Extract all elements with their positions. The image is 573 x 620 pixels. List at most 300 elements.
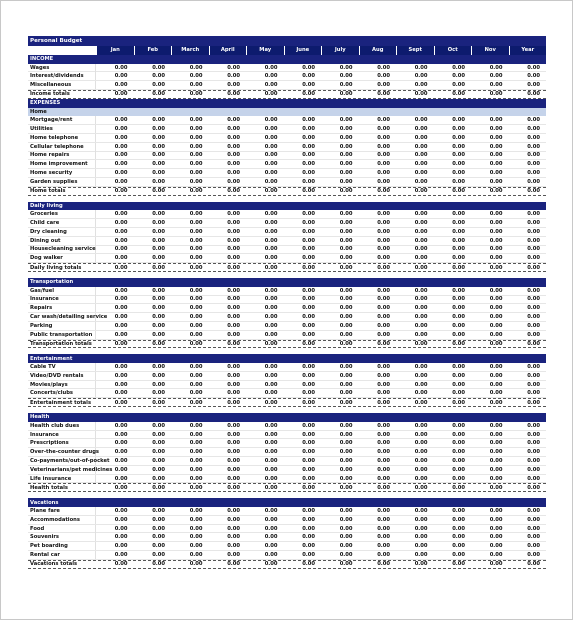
- cell-sept[interactable]: 0.00: [414, 82, 428, 89]
- cell-oct[interactable]: 0.00: [452, 152, 465, 159]
- cell-june[interactable]: 0.00: [302, 188, 315, 195]
- cell-june[interactable]: 0.00: [302, 152, 315, 159]
- cell-nov[interactable]: 0.00: [489, 73, 503, 80]
- cell-april[interactable]: 0.00: [227, 372, 240, 379]
- cell-june[interactable]: 0.00: [302, 440, 315, 447]
- cell-april[interactable]: 0.00: [227, 305, 240, 312]
- cell-nov[interactable]: 0.00: [489, 525, 503, 532]
- cell-year[interactable]: 0.00: [527, 399, 540, 406]
- cell-year[interactable]: 0.00: [527, 126, 540, 133]
- cell-year[interactable]: 0.00: [527, 170, 540, 177]
- cell-feb[interactable]: 0.00: [152, 475, 165, 482]
- cell-oct[interactable]: 0.00: [452, 178, 465, 185]
- cell-nov[interactable]: 0.00: [489, 314, 503, 321]
- cell-april[interactable]: 0.00: [227, 296, 240, 303]
- cell-nov[interactable]: 0.00: [489, 296, 503, 303]
- cell-june[interactable]: 0.00: [302, 457, 315, 464]
- row-home-telephone-label[interactable]: Home telephone: [28, 134, 96, 142]
- cell-aug[interactable]: 0.00: [377, 372, 390, 379]
- cell-oct[interactable]: 0.00: [452, 399, 465, 406]
- cell-april[interactable]: 0.00: [227, 161, 240, 168]
- cell-july[interactable]: 0.00: [339, 305, 353, 312]
- cell-june[interactable]: 0.00: [302, 91, 315, 98]
- cell-july[interactable]: 0.00: [339, 399, 353, 406]
- cell-nov[interactable]: 0.00: [489, 431, 503, 438]
- cell-april[interactable]: 0.00: [227, 431, 240, 438]
- cell-sept[interactable]: 0.00: [414, 364, 428, 370]
- cell-sept[interactable]: 0.00: [414, 399, 428, 406]
- cell-feb[interactable]: 0.00: [152, 161, 165, 168]
- cell-april[interactable]: 0.00: [227, 228, 240, 235]
- cell-jan[interactable]: 0.00: [114, 64, 128, 71]
- cell-march[interactable]: 0.00: [189, 399, 203, 406]
- cell-april[interactable]: 0.00: [227, 126, 240, 133]
- cell-april[interactable]: 0.00: [227, 399, 240, 406]
- cell-july[interactable]: 0.00: [339, 457, 353, 464]
- cell-aug[interactable]: 0.00: [377, 507, 390, 514]
- cell-aug[interactable]: 0.00: [377, 331, 390, 338]
- cell-feb[interactable]: 0.00: [152, 484, 165, 491]
- cell-nov[interactable]: 0.00: [489, 264, 503, 271]
- cell-feb[interactable]: 0.00: [152, 188, 165, 195]
- cell-april[interactable]: 0.00: [227, 507, 240, 514]
- cell-oct[interactable]: 0.00: [452, 82, 465, 89]
- cell-may[interactable]: 0.00: [264, 134, 278, 141]
- cell-aug[interactable]: 0.00: [377, 188, 390, 195]
- cell-may[interactable]: 0.00: [264, 170, 278, 177]
- cell-march[interactable]: 0.00: [189, 296, 203, 303]
- cell-sept[interactable]: 0.00: [414, 134, 428, 141]
- cell-aug[interactable]: 0.00: [377, 211, 390, 218]
- row-housecleaning-service-label[interactable]: Housecleaning service: [30, 246, 96, 253]
- cell-may[interactable]: 0.00: [264, 91, 278, 98]
- cell-feb[interactable]: 0.00: [152, 228, 165, 235]
- cell-jan[interactable]: 0.00: [114, 188, 128, 195]
- cell-oct[interactable]: 0.00: [452, 381, 465, 388]
- cell-feb[interactable]: 0.00: [152, 561, 165, 568]
- cell-nov[interactable]: 0.00: [489, 220, 503, 227]
- cell-jan[interactable]: 0.00: [114, 516, 128, 523]
- cell-july[interactable]: 0.00: [339, 440, 353, 447]
- cell-feb[interactable]: 0.00: [152, 287, 165, 294]
- cell-aug[interactable]: 0.00: [377, 220, 390, 227]
- cell-aug[interactable]: 0.00: [377, 381, 390, 388]
- cell-oct[interactable]: 0.00: [452, 170, 465, 177]
- cell-sept[interactable]: 0.00: [414, 264, 428, 271]
- cell-oct[interactable]: 0.00: [452, 534, 465, 541]
- cell-march[interactable]: 0.00: [189, 143, 203, 150]
- cell-april[interactable]: 0.00: [227, 143, 240, 150]
- cell-feb[interactable]: 0.00: [152, 264, 165, 271]
- cell-july[interactable]: 0.00: [339, 161, 353, 168]
- cell-july[interactable]: 0.00: [339, 331, 353, 338]
- cell-may[interactable]: 0.00: [264, 390, 278, 397]
- cell-aug[interactable]: 0.00: [377, 73, 390, 80]
- cell-oct[interactable]: 0.00: [452, 287, 465, 294]
- cell-year[interactable]: 0.00: [527, 91, 540, 98]
- cell-aug[interactable]: 0.00: [377, 134, 390, 141]
- cell-april[interactable]: 0.00: [227, 364, 240, 370]
- cell-jan[interactable]: 0.00: [114, 381, 128, 388]
- cell-oct[interactable]: 0.00: [452, 449, 465, 456]
- cell-oct[interactable]: 0.00: [452, 126, 465, 133]
- cell-nov[interactable]: 0.00: [489, 475, 503, 482]
- cell-april[interactable]: 0.00: [227, 255, 240, 262]
- cell-june[interactable]: 0.00: [302, 228, 315, 235]
- cell-oct[interactable]: 0.00: [452, 314, 465, 321]
- cell-may[interactable]: 0.00: [264, 82, 278, 89]
- cell-jan[interactable]: 0.00: [114, 91, 128, 98]
- cell-july[interactable]: 0.00: [339, 237, 353, 244]
- cell-aug[interactable]: 0.00: [377, 516, 390, 523]
- cell-june[interactable]: 0.00: [302, 331, 315, 338]
- cell-march[interactable]: 0.00: [189, 390, 203, 397]
- cell-march[interactable]: 0.00: [189, 561, 203, 568]
- cell-june[interactable]: 0.00: [302, 381, 315, 388]
- cell-year[interactable]: 0.00: [527, 287, 540, 294]
- cell-nov[interactable]: 0.00: [489, 466, 503, 473]
- cell-may[interactable]: 0.00: [264, 422, 278, 429]
- cell-july[interactable]: 0.00: [339, 255, 353, 262]
- row-rental-car-label[interactable]: Rental car: [28, 551, 96, 559]
- row-accommodations-label[interactable]: Accommodations: [28, 516, 96, 524]
- cell-sept[interactable]: 0.00: [414, 561, 428, 568]
- cell-nov[interactable]: 0.00: [489, 211, 503, 218]
- cell-sept[interactable]: 0.00: [414, 525, 428, 532]
- cell-sept[interactable]: 0.00: [414, 381, 428, 388]
- cell-jan[interactable]: 0.00: [114, 399, 128, 406]
- cell-july[interactable]: 0.00: [339, 322, 353, 329]
- cell-june[interactable]: 0.00: [302, 264, 315, 271]
- cell-nov[interactable]: 0.00: [489, 178, 503, 185]
- cell-april[interactable]: 0.00: [227, 117, 240, 124]
- row-prescriptions-label[interactable]: Prescriptions: [28, 439, 96, 447]
- cell-april[interactable]: 0.00: [227, 543, 240, 550]
- cell-july[interactable]: 0.00: [339, 287, 353, 294]
- row-dry-cleaning-label[interactable]: Dry cleaning: [28, 228, 96, 236]
- cell-july[interactable]: 0.00: [339, 507, 353, 514]
- cell-oct[interactable]: 0.00: [452, 91, 465, 98]
- cell-oct[interactable]: 0.00: [452, 372, 465, 379]
- cell-year[interactable]: 0.00: [527, 228, 540, 235]
- cell-nov[interactable]: 0.00: [489, 440, 503, 447]
- cell-july[interactable]: 0.00: [339, 390, 353, 397]
- cell-jan[interactable]: 0.00: [114, 246, 128, 253]
- row-cable-tv-label[interactable]: Cable TV: [28, 363, 96, 371]
- cell-march[interactable]: 0.00: [189, 466, 203, 473]
- cell-nov[interactable]: 0.00: [489, 364, 503, 370]
- cell-feb[interactable]: 0.00: [152, 220, 165, 227]
- cell-sept[interactable]: 0.00: [414, 188, 428, 195]
- cell-march[interactable]: 0.00: [189, 314, 203, 321]
- cell-sept[interactable]: 0.00: [414, 178, 428, 185]
- cell-july[interactable]: 0.00: [339, 134, 353, 141]
- cell-march[interactable]: 0.00: [189, 331, 203, 338]
- cell-nov[interactable]: 0.00: [489, 399, 503, 406]
- cell-april[interactable]: 0.00: [227, 475, 240, 482]
- cell-aug[interactable]: 0.00: [377, 543, 390, 550]
- cell-may[interactable]: 0.00: [264, 525, 278, 532]
- cell-feb[interactable]: 0.00: [152, 516, 165, 523]
- cell-year[interactable]: 0.00: [527, 381, 540, 388]
- row-interest-dividends-label[interactable]: Interest/dividends: [28, 72, 96, 80]
- cell-march[interactable]: 0.00: [189, 170, 203, 177]
- cell-oct[interactable]: 0.00: [452, 457, 465, 464]
- row-dog-walker-label[interactable]: Dog walker: [28, 254, 96, 262]
- cell-july[interactable]: 0.00: [339, 73, 353, 80]
- cell-jan[interactable]: 0.00: [114, 449, 128, 456]
- cell-july[interactable]: 0.00: [339, 475, 353, 482]
- cell-march[interactable]: 0.00: [189, 340, 203, 347]
- cell-jan[interactable]: 0.00: [114, 178, 128, 185]
- cell-nov[interactable]: 0.00: [489, 507, 503, 514]
- cell-feb[interactable]: 0.00: [152, 340, 165, 347]
- cell-march[interactable]: 0.00: [189, 126, 203, 133]
- cell-june[interactable]: 0.00: [302, 543, 315, 550]
- cell-jan[interactable]: 0.00: [114, 431, 128, 438]
- cell-may[interactable]: 0.00: [264, 296, 278, 303]
- cell-may[interactable]: 0.00: [264, 440, 278, 447]
- cell-july[interactable]: 0.00: [339, 91, 353, 98]
- cell-may[interactable]: 0.00: [264, 64, 278, 71]
- cell-may[interactable]: 0.00: [264, 188, 278, 195]
- cell-year[interactable]: 0.00: [527, 152, 540, 159]
- cell-june[interactable]: 0.00: [302, 296, 315, 303]
- cell-nov[interactable]: 0.00: [489, 422, 503, 429]
- cell-may[interactable]: 0.00: [264, 178, 278, 185]
- cell-jan[interactable]: 0.00: [114, 507, 128, 514]
- cell-oct[interactable]: 0.00: [452, 296, 465, 303]
- row-gas-fuel-label[interactable]: Gas/fuel: [28, 287, 96, 295]
- cell-may[interactable]: 0.00: [264, 516, 278, 523]
- cell-march[interactable]: 0.00: [189, 381, 203, 388]
- cell-aug[interactable]: 0.00: [377, 246, 390, 253]
- cell-june[interactable]: 0.00: [302, 246, 315, 253]
- cell-march[interactable]: 0.00: [189, 440, 203, 447]
- cell-nov[interactable]: 0.00: [489, 143, 503, 150]
- cell-feb[interactable]: 0.00: [152, 390, 165, 397]
- cell-may[interactable]: 0.00: [264, 331, 278, 338]
- cell-oct[interactable]: 0.00: [452, 422, 465, 429]
- cell-jan[interactable]: 0.00: [114, 551, 128, 558]
- cell-sept[interactable]: 0.00: [414, 534, 428, 541]
- cell-oct[interactable]: 0.00: [452, 73, 465, 80]
- row-home-improvement-label[interactable]: Home improvement: [28, 160, 96, 168]
- cell-march[interactable]: 0.00: [189, 73, 203, 80]
- cell-march[interactable]: 0.00: [189, 525, 203, 532]
- cell-may[interactable]: 0.00: [264, 314, 278, 321]
- cell-march[interactable]: 0.00: [189, 134, 203, 141]
- cell-march[interactable]: 0.00: [189, 449, 203, 456]
- cell-feb[interactable]: 0.00: [152, 117, 165, 124]
- cell-june[interactable]: 0.00: [302, 305, 315, 312]
- cell-may[interactable]: 0.00: [264, 152, 278, 159]
- cell-sept[interactable]: 0.00: [414, 287, 428, 294]
- cell-may[interactable]: 0.00: [264, 228, 278, 235]
- cell-year[interactable]: 0.00: [527, 457, 540, 464]
- cell-oct[interactable]: 0.00: [452, 211, 465, 218]
- cell-july[interactable]: 0.00: [339, 525, 353, 532]
- cell-may[interactable]: 0.00: [264, 457, 278, 464]
- cell-april[interactable]: 0.00: [227, 484, 240, 491]
- cell-nov[interactable]: 0.00: [489, 372, 503, 379]
- row-cellular-telephone-label[interactable]: Cellular telephone: [28, 143, 96, 151]
- cell-year[interactable]: 0.00: [527, 305, 540, 312]
- cell-jan[interactable]: 0.00: [114, 82, 128, 89]
- cell-april[interactable]: 0.00: [227, 264, 240, 271]
- cell-oct[interactable]: 0.00: [452, 188, 465, 195]
- cell-oct[interactable]: 0.00: [452, 305, 465, 312]
- cell-may[interactable]: 0.00: [264, 161, 278, 168]
- cell-aug[interactable]: 0.00: [377, 534, 390, 541]
- cell-feb[interactable]: 0.00: [152, 255, 165, 262]
- cell-nov[interactable]: 0.00: [489, 322, 503, 329]
- cell-may[interactable]: 0.00: [264, 143, 278, 150]
- cell-june[interactable]: 0.00: [302, 516, 315, 523]
- cell-jan[interactable]: 0.00: [114, 305, 128, 312]
- cell-june[interactable]: 0.00: [302, 340, 315, 347]
- cell-may[interactable]: 0.00: [264, 551, 278, 558]
- cell-july[interactable]: 0.00: [339, 64, 353, 71]
- cell-feb[interactable]: 0.00: [152, 64, 165, 71]
- cell-oct[interactable]: 0.00: [452, 484, 465, 491]
- cell-feb[interactable]: 0.00: [152, 211, 165, 218]
- cell-sept[interactable]: 0.00: [414, 340, 428, 347]
- cell-july[interactable]: 0.00: [339, 314, 353, 321]
- cell-year[interactable]: 0.00: [527, 364, 540, 370]
- cell-july[interactable]: 0.00: [339, 246, 353, 253]
- cell-july[interactable]: 0.00: [339, 372, 353, 379]
- cell-feb[interactable]: 0.00: [152, 466, 165, 473]
- cell-nov[interactable]: 0.00: [489, 246, 503, 253]
- cell-feb[interactable]: 0.00: [152, 543, 165, 550]
- cell-may[interactable]: 0.00: [264, 237, 278, 244]
- cell-year[interactable]: 0.00: [527, 322, 540, 329]
- cell-sept[interactable]: 0.00: [414, 64, 428, 71]
- cell-march[interactable]: 0.00: [189, 152, 203, 159]
- cell-sept[interactable]: 0.00: [414, 296, 428, 303]
- row-miscellaneous-label[interactable]: Miscellaneous: [28, 81, 96, 89]
- cell-feb[interactable]: 0.00: [152, 314, 165, 321]
- row-plane-fare-label[interactable]: Plane fare: [28, 507, 96, 515]
- cell-april[interactable]: 0.00: [227, 134, 240, 141]
- cell-oct[interactable]: 0.00: [452, 516, 465, 523]
- cell-feb[interactable]: 0.00: [152, 534, 165, 541]
- cell-april[interactable]: 0.00: [227, 152, 240, 159]
- cell-aug[interactable]: 0.00: [377, 237, 390, 244]
- cell-april[interactable]: 0.00: [227, 64, 240, 71]
- cell-april[interactable]: 0.00: [227, 188, 240, 195]
- cell-sept[interactable]: 0.00: [414, 143, 428, 150]
- cell-sept[interactable]: 0.00: [414, 314, 428, 321]
- cell-april[interactable]: 0.00: [227, 534, 240, 541]
- cell-may[interactable]: 0.00: [264, 466, 278, 473]
- cell-year[interactable]: 0.00: [527, 134, 540, 141]
- cell-jan[interactable]: 0.00: [114, 126, 128, 133]
- cell-aug[interactable]: 0.00: [377, 322, 390, 329]
- cell-march[interactable]: 0.00: [189, 534, 203, 541]
- cell-jan[interactable]: 0.00: [114, 134, 128, 141]
- cell-aug[interactable]: 0.00: [377, 364, 390, 370]
- cell-may[interactable]: 0.00: [264, 449, 278, 456]
- cell-sept[interactable]: 0.00: [414, 516, 428, 523]
- cell-sept[interactable]: 0.00: [414, 161, 428, 168]
- cell-year[interactable]: 0.00: [527, 314, 540, 321]
- cell-aug[interactable]: 0.00: [377, 340, 390, 347]
- cell-oct[interactable]: 0.00: [452, 561, 465, 568]
- cell-year[interactable]: 0.00: [527, 73, 540, 80]
- cell-march[interactable]: 0.00: [189, 178, 203, 185]
- cell-feb[interactable]: 0.00: [152, 525, 165, 532]
- cell-may[interactable]: 0.00: [264, 255, 278, 262]
- cell-june[interactable]: 0.00: [302, 73, 315, 80]
- cell-jan[interactable]: 0.00: [114, 264, 128, 271]
- cell-oct[interactable]: 0.00: [452, 246, 465, 253]
- cell-jan[interactable]: 0.00: [114, 484, 128, 491]
- cell-sept[interactable]: 0.00: [414, 484, 428, 491]
- cell-oct[interactable]: 0.00: [452, 431, 465, 438]
- cell-april[interactable]: 0.00: [227, 73, 240, 80]
- cell-feb[interactable]: 0.00: [152, 381, 165, 388]
- cell-sept[interactable]: 0.00: [414, 449, 428, 456]
- cell-feb[interactable]: 0.00: [152, 152, 165, 159]
- cell-april[interactable]: 0.00: [227, 170, 240, 177]
- cell-feb[interactable]: 0.00: [152, 457, 165, 464]
- cell-oct[interactable]: 0.00: [452, 331, 465, 338]
- cell-march[interactable]: 0.00: [189, 82, 203, 89]
- cell-aug[interactable]: 0.00: [377, 561, 390, 568]
- cell-june[interactable]: 0.00: [302, 422, 315, 429]
- cell-july[interactable]: 0.00: [339, 126, 353, 133]
- row-pet-boarding-label[interactable]: Pet boarding: [28, 542, 96, 550]
- cell-nov[interactable]: 0.00: [489, 228, 503, 235]
- cell-june[interactable]: 0.00: [302, 399, 315, 406]
- cell-march[interactable]: 0.00: [189, 188, 203, 195]
- cell-jan[interactable]: 0.00: [114, 322, 128, 329]
- cell-june[interactable]: 0.00: [302, 64, 315, 71]
- row-public-transportation-label[interactable]: Public transportation: [28, 331, 96, 339]
- cell-year[interactable]: 0.00: [527, 449, 540, 456]
- cell-year[interactable]: 0.00: [527, 516, 540, 523]
- cell-nov[interactable]: 0.00: [489, 91, 503, 98]
- cell-jan[interactable]: 0.00: [114, 390, 128, 397]
- cell-year[interactable]: 0.00: [527, 431, 540, 438]
- cell-aug[interactable]: 0.00: [377, 449, 390, 456]
- cell-june[interactable]: 0.00: [302, 178, 315, 185]
- cell-feb[interactable]: 0.00: [152, 246, 165, 253]
- cell-jan[interactable]: 0.00: [114, 331, 128, 338]
- cell-july[interactable]: 0.00: [339, 449, 353, 456]
- cell-july[interactable]: 0.00: [339, 484, 353, 491]
- cell-jan[interactable]: 0.00: [114, 422, 128, 429]
- cell-may[interactable]: 0.00: [264, 322, 278, 329]
- cell-march[interactable]: 0.00: [189, 372, 203, 379]
- cell-june[interactable]: 0.00: [302, 143, 315, 150]
- cell-april[interactable]: 0.00: [227, 91, 240, 98]
- cell-feb[interactable]: 0.00: [152, 296, 165, 303]
- cell-aug[interactable]: 0.00: [377, 170, 390, 177]
- cell-year[interactable]: 0.00: [527, 143, 540, 150]
- cell-nov[interactable]: 0.00: [489, 390, 503, 397]
- cell-july[interactable]: 0.00: [339, 466, 353, 473]
- cell-april[interactable]: 0.00: [227, 422, 240, 429]
- cell-oct[interactable]: 0.00: [452, 364, 465, 370]
- cell-feb[interactable]: 0.00: [152, 73, 165, 80]
- cell-year[interactable]: 0.00: [527, 390, 540, 397]
- cell-oct[interactable]: 0.00: [452, 64, 465, 71]
- cell-sept[interactable]: 0.00: [414, 246, 428, 253]
- cell-june[interactable]: 0.00: [302, 170, 315, 177]
